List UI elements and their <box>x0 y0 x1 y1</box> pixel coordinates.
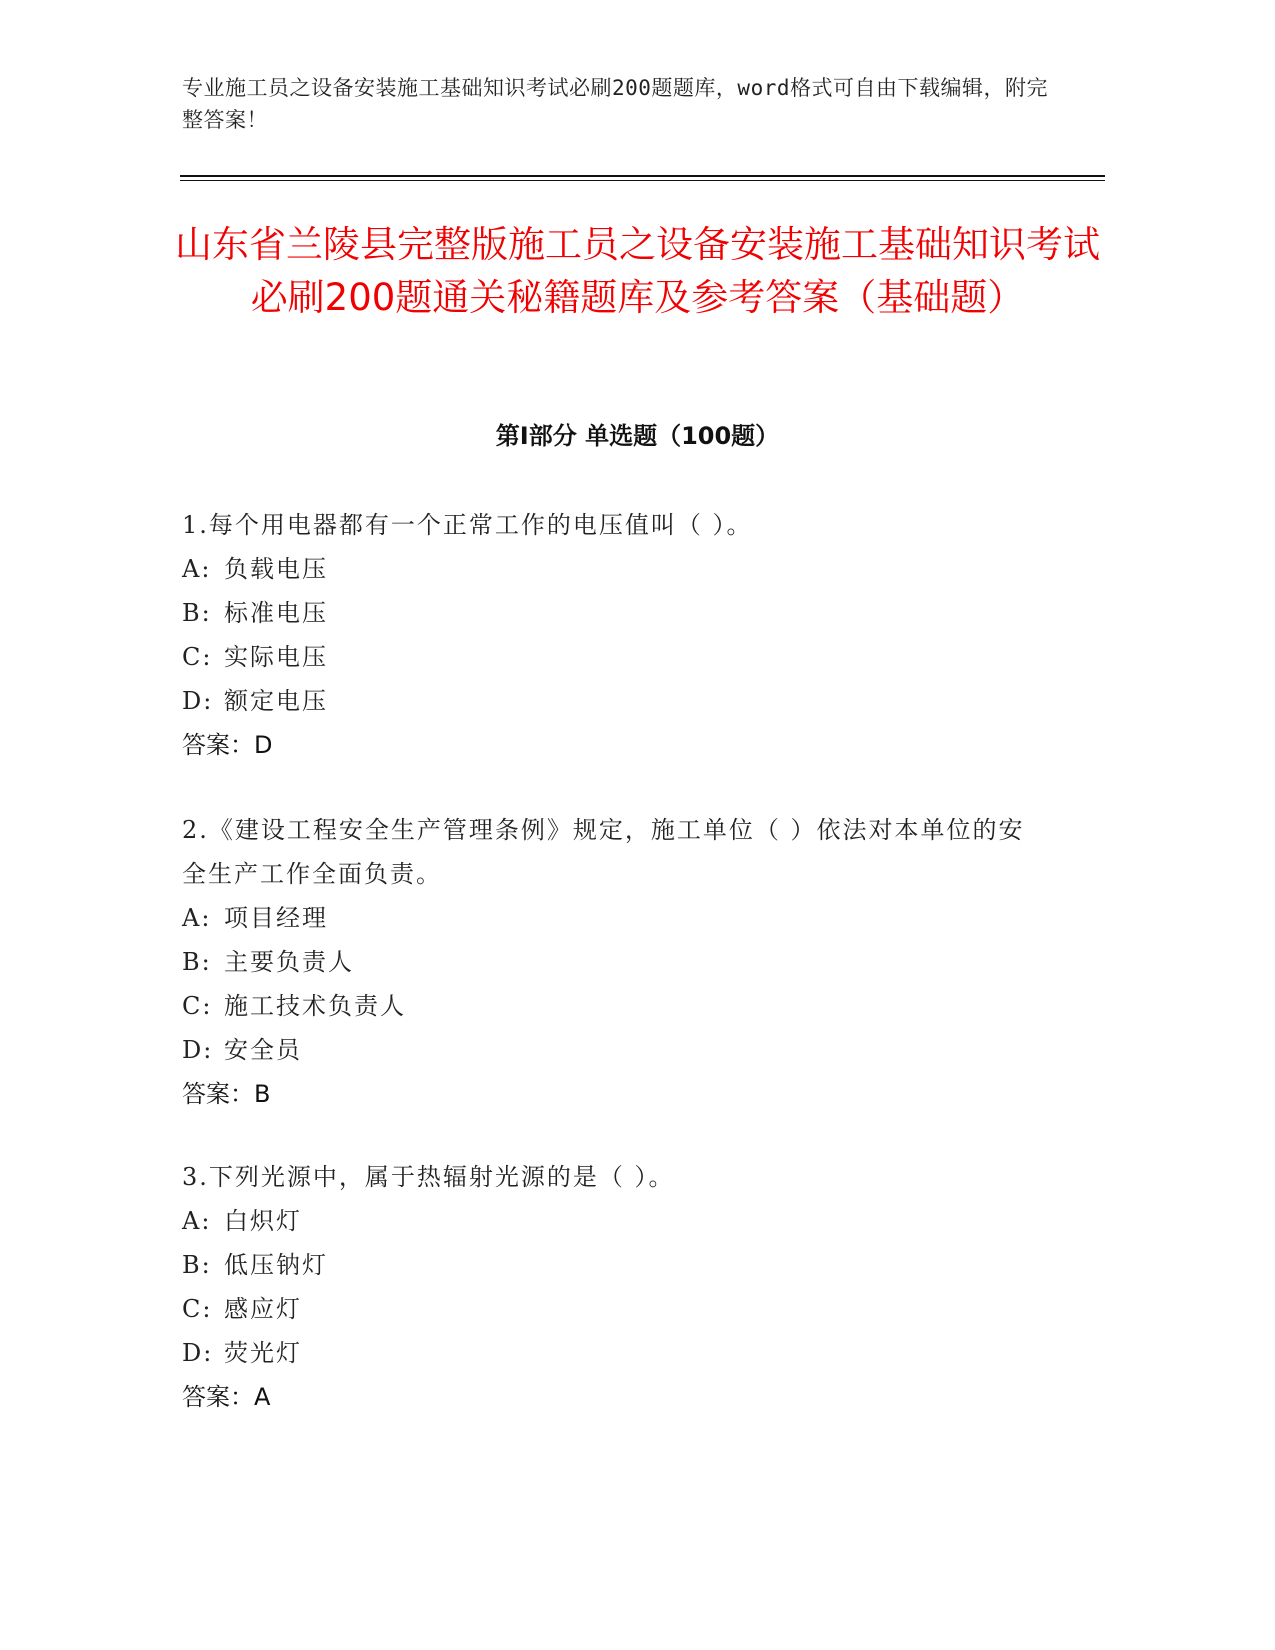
option-b <box>182 591 1032 635</box>
option-letter: C: <box>182 643 213 671</box>
question-1 <box>182 503 1032 767</box>
header-divider-thin <box>180 180 1105 181</box>
header-note: 专业施工员之设备安装施工基础知识考试必刷200题题库，word格式可自由下载编辑，附完整答案！ <box>182 76 1048 132</box>
option-b <box>182 1243 1032 1287</box>
option-text: 感应灯 <box>224 1295 302 1323</box>
option-letter: D: <box>182 1339 214 1367</box>
option-c <box>182 984 1032 1028</box>
option-text: 实际电压 <box>224 643 328 671</box>
answer-line: 答案：B <box>182 1080 271 1108</box>
option-letter: B: <box>182 948 212 976</box>
option-a <box>182 547 1032 591</box>
option-c <box>182 635 1032 679</box>
option-letter: A: <box>182 904 212 932</box>
option-text: 荧光灯 <box>224 1339 302 1367</box>
option-text: 主要负责人 <box>224 948 354 976</box>
option-text: 标准电压 <box>224 599 328 627</box>
option-b <box>182 940 1032 984</box>
option-text: 低压钠灯 <box>224 1251 328 1279</box>
option-d <box>182 1028 1032 1072</box>
option-letter: B: <box>182 599 212 627</box>
option-d <box>182 679 1032 723</box>
option-letter: A: <box>182 555 212 583</box>
option-text: 安全员 <box>224 1036 302 1064</box>
option-letter: A: <box>182 1207 212 1235</box>
option-letter: C: <box>182 1295 213 1323</box>
document-title: 山东省兰陵县完整版施工员之设备安装施工基础知识考试必刷200题通关秘籍题库及参考答案（基础题） <box>175 223 1100 319</box>
answer-line: 答案：D <box>182 731 273 759</box>
option-d <box>182 1331 1032 1375</box>
question-stem: 1.每个用电器都有一个正常工作的电压值叫（ ）。 <box>182 511 753 539</box>
question-3 <box>182 1155 1032 1419</box>
option-text: 项目经理 <box>224 904 328 932</box>
option-text: 施工技术负责人 <box>224 992 406 1020</box>
option-letter: C: <box>182 992 213 1020</box>
option-c <box>182 1287 1032 1331</box>
question-stem: 3.下列光源中，属于热辐射光源的是（ ）。 <box>182 1163 675 1191</box>
option-a <box>182 896 1032 940</box>
section-title: 第I部分 单选题（100题） <box>495 422 780 450</box>
option-text: 负载电压 <box>224 555 328 583</box>
option-a <box>182 1199 1032 1243</box>
option-letter: D: <box>182 1036 214 1064</box>
question-stem: 2.《建设工程安全生产管理条例》规定，施工单位（ ）依法对本单位的安全生产工作全面负责。 <box>182 816 1025 888</box>
question-2 <box>182 808 1032 1116</box>
option-letter: B: <box>182 1251 212 1279</box>
option-text: 额定电压 <box>224 687 328 715</box>
option-letter: D: <box>182 687 214 715</box>
answer-line: 答案：A <box>182 1383 271 1411</box>
header-divider-thick <box>180 175 1105 177</box>
option-text: 白炽灯 <box>224 1207 302 1235</box>
